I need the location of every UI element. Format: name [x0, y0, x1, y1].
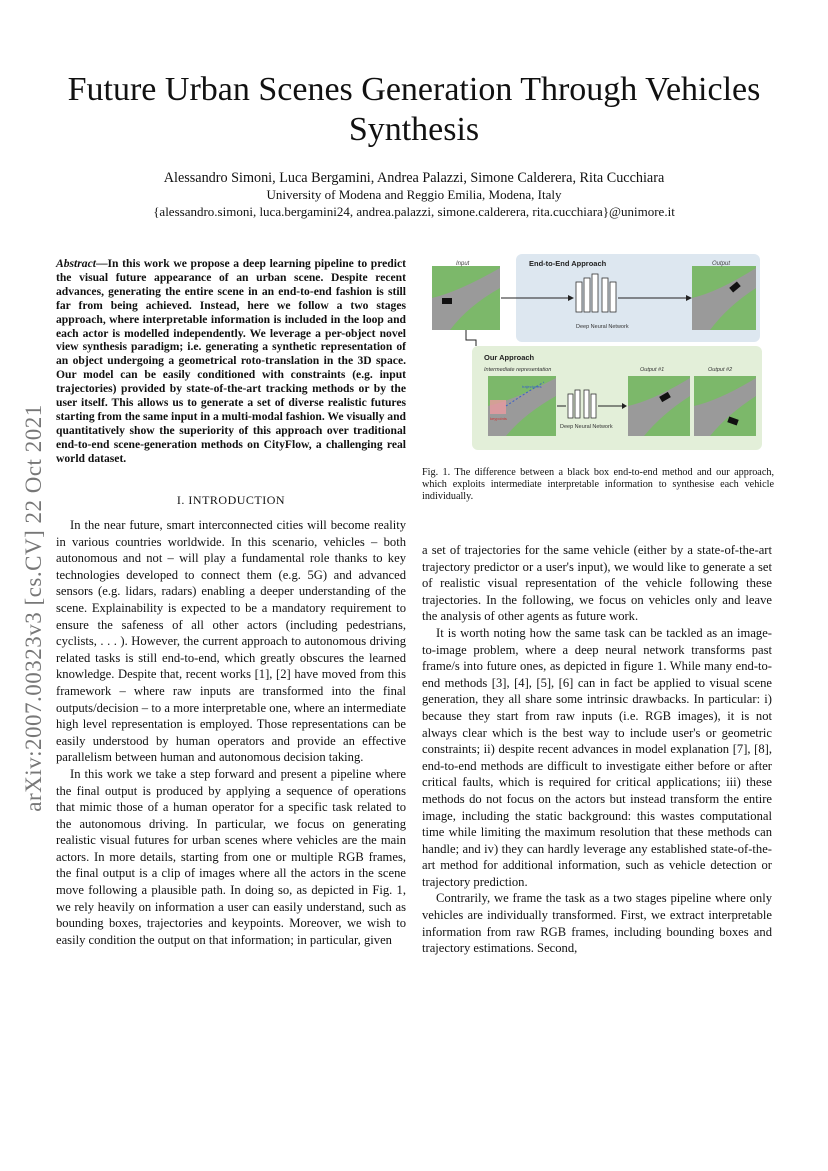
abstract-text: —In this work we propose a deep learning pipeline to predict the visual future appearance of an urban scene. Despite recent advances, generating the entire scene in an end-to-end fashion is still far from being achieved. Instead, here we follow a two stages approach, where interpretable information is included in the loop and each actor is modelled independently. We leverage a per-object novel view synthesis paradigm; i.e. generating a synthetic representation of an object undergoing a geometrical roto-translation in the 3D space. Our model can be easily conditioned with constraints (e.g. input trajectories) provided by state-of-the-art tracking methods or by the user itself. This allows us to generate a set of diverse realistic futures starting from the same input in a multi-modal fashion. We visually and quantitatively show the superiority of this approach over traditional end-to-end scene-generation methods on CityFlow, a challenging real world dataset. [56, 257, 407, 465]
emails: {alessandro.simoni, luca.bergamini24, andrea.palazzi, simone.calderera, rita.cucchiara}@unimore.it [153, 204, 675, 219]
arxiv-id: arXiv:2007.00323v3 [cs.CV] 22 Oct 2021 [21, 404, 46, 812]
output1-label: Output #1 [640, 367, 665, 373]
affiliation: University of Modena and Reggio Emilia, Modena, Italy [266, 187, 562, 202]
output2-label: Output #2 [708, 367, 733, 373]
bbox-highlight [490, 400, 506, 414]
arrow-to-our [466, 330, 476, 346]
right-paragraph-3: Contrarily, we frame the task as a two stages pipeline where only vehicles are individually transformed. First, we extract interpretable information from raw RGB frames, including bounding boxes and trajectory estimations. Second, [422, 891, 772, 956]
abstract-lead: Abstract [56, 257, 96, 270]
intermediate-label: Intermediate representation [484, 367, 552, 373]
output-label: Output [712, 261, 731, 267]
right-column-text [422, 542, 772, 957]
figure-caption: Fig. 1. The difference between a black box end-to-end method and our approach, which exploits intermediate interpretable information to synthesise each vehicle individually. [422, 467, 774, 502]
e2e-title: End-to-End Approach [529, 259, 607, 268]
arxiv-stamp [14, 368, 54, 848]
right-paragraph-1: a set of trajectories for the same vehicle (either by a state-of-the-art trajectory predictor or a user's input), we would like to generate a set of realistic visual representation of the vehicle following these trajectories. In the following, we focus on vehicles only and leave the analysis of other agents as future work. [422, 543, 772, 624]
figure-diagram [428, 248, 774, 456]
figure-1 [428, 248, 774, 456]
intro-paragraph-1: In the near future, smart interconnected cities will become reality in various countries worldwide. In this scenario, vehicles – both autonomous and not – will play a fundamental role thanks to key technologies developed to connect them (e.g. 5G) and advanced sensors (e.g. lidars, radars) enabling a deeper understanding of the scene. Explainability is expected to be a mandatory requirement to ensure the safeness of all other actors (including pedestrians, cyclists, . . . ). However, the current approach to autonomous driving related tasks is still end-to-end, which greatly obscures the learned knowledge. Despite that, recent works [1], [2] have moved from this framework – where raw inputs are transformed into the final outputs/decision – to a more interpretable one, where an intermediate high level representation is employed. Those representations can be easily understood by human operators and provide an effective parallelism between human and autonomous decision taking. [56, 518, 406, 765]
abstract [56, 257, 406, 466]
dnn-label-top: Deep Neural Network [576, 324, 629, 330]
introduction [56, 517, 406, 948]
dnn-label-bottom: Deep Neural Network [560, 424, 613, 430]
section-heading: I. INTRODUCTION [176, 493, 286, 507]
input-label: Input [456, 261, 470, 267]
keypoints-label: keypoints [490, 416, 507, 421]
input-vehicle [442, 298, 452, 304]
traj-label: trajectories [522, 384, 542, 389]
paper-title: Future Urban Scenes Generation Through Vehicles Synthesis [67, 71, 761, 148]
right-paragraph-2: It is worth noting how the same task can be tackled as an image-to-image problem, where a deep neural network transforms past frame/s into future ones, as depicted in figure 1. While many end-to-end methods [3], [4], [5], [6] can in fact be applied to visual scene generation, they all share some intrinsic drawbacks. In particular: i) because they start from raw inputs (i.e. RGB images), it is not always clear which is the best way to include user's or geometric constraints; ii) despite recent advances in model explanation [7], [8], end-to-end methods are difficult to investigate either before or after critical faults, which is required for critical applications; iii) these methods do not focus on the actors but instead transform the entire image, including the static background: this wastes computational time while limiting the maximum resolution that these methods can handle; and iv) they can hardly leverage any established state-of-the-art method for additional information, such as vehicle detection or trajectory prediction. [422, 625, 772, 889]
our-title: Our Approach [484, 353, 535, 362]
authors: Alessandro Simoni, Luca Bergamini, Andrea Palazzi, Simone Calderera, Rita Cucchiara [163, 170, 665, 186]
intro-paragraph-2: In this work we take a step forward and present a pipeline where the final output is produced by applying a sequence of operations that mimic those of a human operator for a specific task related to the autonomous driving. In particular, we focus on generating realistic visual futures for urban scenes where vehicles are the main actors. In more details, starting from one or multiple RGB frames, the final output is a clip of images where all the actors in the scene move following a plausible path. In doing so, as depicted in Fig. 1, we rely heavily on information a user can easily understand, such as bounding boxes, trajectories and keypoints. Moreover, we wish to easily condition the output on that information; in particular, given [56, 766, 406, 947]
